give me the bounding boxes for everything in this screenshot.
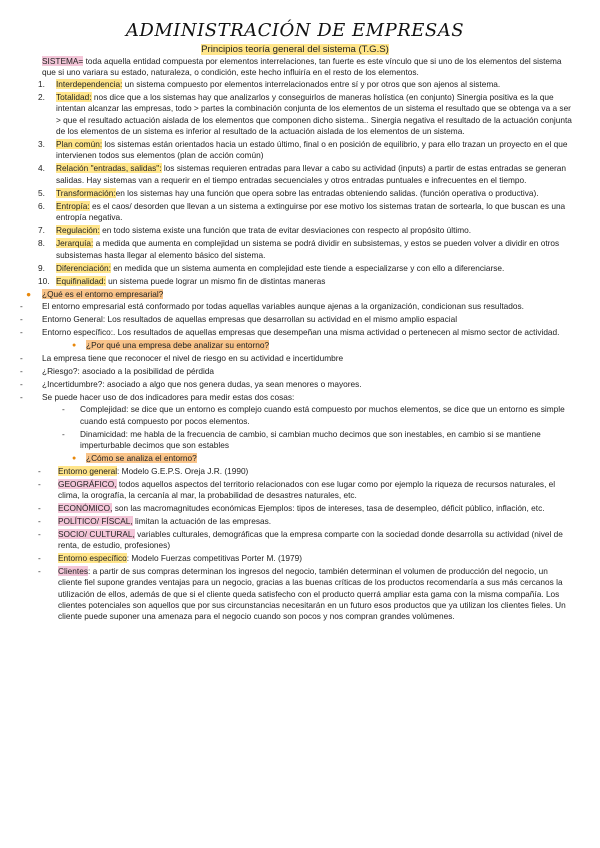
como-heading-row	[16, 453, 574, 464]
bullet-icon: ●	[72, 454, 77, 462]
sistema-text: toda aquella entidad compuesta por elementos interrelaciones, tan fuerte es este vínculo que si uno de los elementos del sistema que si uno variara su estado, naturaleza, o condición, este hecho influiría en el resto de los elementos.	[42, 56, 562, 78]
list-item: - ¿Riesgo?: asociado a la posibilidad de pérdida	[20, 366, 215, 377]
principle-item: 3. Plan común: los sistemas están orientados hacia un estado último, final o en posición de equilibrio, y para ello trazan un proyecto en el que intervienen todos sus elementos (plan de acción común)	[38, 139, 568, 161]
principle-term: Regulación:	[56, 225, 100, 236]
entorno-general-term: Entorno general	[58, 466, 118, 477]
bullet-icon: ●	[72, 341, 77, 349]
principle-item: 2. Totalidad: nos dice que a los sistemas hay que analizarlos y conseguirlos de maneras holística (en conjunto) Sinergia positiva es la que intentan alcanzar las empresas, todo > partes la combinación conjunta de los elementos de un sistema el resultado que se obtenga va a ser > que el resultado actuación aislada de los elementos que componen dicho sistema.. Sinergia negativa el resultado de la actuación conjunta de los elementos de un sistema es inferior al resultado de la actuación aislada de los elementos de un sistema.	[38, 91, 572, 137]
clientes-term: Clientes	[58, 565, 88, 576]
principle-item: 8. Jerarquía: a medida que aumenta en complejidad un sistema se podrá dividir en subsistemas, y estos se pueden volver a dividir en otros subsistemas hasta llegar al elemento básico del sistema.	[38, 238, 560, 260]
page-title: ADMINISTRACIÓN DE EMPRESAS	[125, 20, 465, 41]
principle-item: 9. Diferenciación: en medida que un sistema aumenta en complejidad este tiende a especializarse y con ello a diferenciarse.	[38, 262, 505, 273]
sub-list-item: - Complejidad: se dice que un entorno es complejo cuando está compuesto por muchos elementos, se dice que un entorno es simple cuando está compuesto por pocos elementos.	[62, 404, 565, 426]
subtitle-highlight: Principios teoría general del sistema (T.G.S)	[201, 44, 389, 55]
principle-term: Equifinalidad:	[56, 275, 106, 286]
list-item: - ECONÓMICO, son las macromagnitudes económicas Ejemplos: tipos de intereses, tasa de desempleo, déficit público, inflación, etc.	[38, 503, 545, 514]
section-heading: ¿Qué es el entorno empresarial?	[42, 288, 164, 299]
principle-item: 5. Transformación:en los sistemas hay una función que opera sobre las entradas obteniendo salidas. (función operativa o productiva).	[38, 187, 539, 198]
list-item: - El entorno empresarial está conformado por todas aquellas variables aunque ajenas a la organización, condicionan sus resultados.	[20, 301, 524, 312]
principle-item: 4. Relación "entradas, salidas": los sistemas requieren entradas para llevar a cabo su actividad (inputs) a partir de estas entradas se generan salidas. Hay sistemas van a requerir en el tiempo entradas secuenciales y otros entradas puntuales e infrecuentes en el tiempo.	[38, 163, 566, 185]
por-que-heading-row	[16, 340, 574, 351]
geografico-term: GEOGRÁFICO,	[58, 479, 117, 490]
list-item: - Entorno específico: Modelo Fuerzas competitivas Porter M. (1979)	[38, 553, 302, 564]
list-item: - La empresa tiene que reconocer el nivel de riesgo en su actividad e incertidumbre	[20, 353, 344, 364]
list-item: - Entorno general: Modelo G.E.P.S. Oreja J.R. (1990)	[38, 466, 249, 477]
page-subtitle	[16, 43, 574, 56]
principle-item: 1. Interdependencia: un sistema compuesto por elementos interrelacionados entre sí y por otros que son ajenos al sistema.	[38, 78, 501, 89]
bullet-icon: ●	[26, 288, 32, 299]
section-heading: ¿Por qué una empresa debe analizar su entorno?	[86, 339, 270, 350]
list-item: - Entorno específico:. Los resultados de aquellas empresas que desempeñan una misma actividad o pertenecen al mismo sector de actividad.	[20, 327, 560, 338]
entorno-heading-row	[16, 289, 574, 300]
principle-term: Diferenciación:	[56, 262, 111, 273]
sistema-term: SISTEMA=	[42, 56, 84, 66]
list-item: - Se puede hacer uso de dos indicadores para medir estas dos cosas:	[20, 391, 295, 402]
principles-list	[16, 79, 574, 287]
entorno-especifico-term: Entorno específico	[58, 553, 127, 564]
principle-term: Interdependencia:	[56, 78, 123, 89]
list-item: - ¿Incertidumbre?: asociado a algo que nos genera dudas, ya sean menores o mayores.	[20, 378, 362, 389]
politico-term: POLÍTICO/ FÍSCAL,	[58, 516, 133, 527]
principle-term: Entropía:	[56, 200, 90, 211]
principle-term: Totalidad:	[56, 91, 92, 102]
list-item: - GEOGRÁFICO, todos aquellos aspectos del territorio relacionados con ese lugar como por ejemplo la riqueza de recursos naturales, el clima, la orografía, la cercanía al mar, la probabilidad de desastres naturales, etc.	[38, 479, 556, 501]
sistema-definition	[16, 56, 574, 79]
list-item: - SOCIO/ CULTURAL, variables culturales, demográficas que la empresa comparte con la sociedad donde desarrolla su actividad (nivel de renta, de estudio, profesiones)	[38, 528, 563, 551]
economico-term: ECONÓMICO,	[58, 503, 113, 514]
socio-cultural-term: SOCIO/ CULTURAL,	[58, 528, 135, 539]
principle-item: 10. Equifinalidad: un sistema puede lograr un mismo fin de distintas maneras	[38, 275, 326, 286]
sub-list-item: - Dinamicidad: me habla de la frecuencia de cambio, si cambian mucho decimos que son inestables, en cambio si se mantiene imperturbable decimos que son estables	[62, 428, 541, 451]
principle-item: 7. Regulación: en todo sistema existe una función que trata de evitar desviaciones con respecto al propósito último.	[38, 225, 472, 236]
list-item: - POLÍTICO/ FÍSCAL, limitan la actuación de las empresas.	[38, 516, 272, 527]
principle-term: Plan común:	[56, 139, 103, 150]
section-heading: ¿Cómo se analiza el entorno?	[86, 452, 197, 463]
principle-term: Jerarquía:	[56, 238, 94, 249]
principle-term: Transformación:	[56, 187, 116, 198]
list-item: - Clientes: a partir de sus compras determinan los ingresos del negocio, también determinan el volumen de producción del negocio, un cliente fiel supone grandes ventajas para un negocio, gracias a las buenas críticas de los productos recomendaría a sus más cercanos la utilización de ellos, además de que si el cliente queda satisfecho con el producto querrá ampliar esta gama con la misma compañía. Los clientes potenciales son aquellos que por sus circunstancias necesitarán en un futuro esos productos que ya utilizan los clientes fieles. Un cliente puede suponer una amenaza para el negocio cuando son pocos y nos compran grandes volúmenes.	[38, 565, 566, 622]
principle-item: 6. Entropía: es el caos/ desorden que llevan a un sistema a extinguirse por ese motivo los sistemas tratan de sortearla, lo que buscan es una entropía negativa.	[38, 200, 566, 223]
list-item: - Entorno General: Los resultados de aquellas empresas que desarrollan su actividad en el mismo amplio espacial	[20, 314, 458, 325]
principle-term: Relación "entradas, salidas":	[56, 163, 162, 174]
